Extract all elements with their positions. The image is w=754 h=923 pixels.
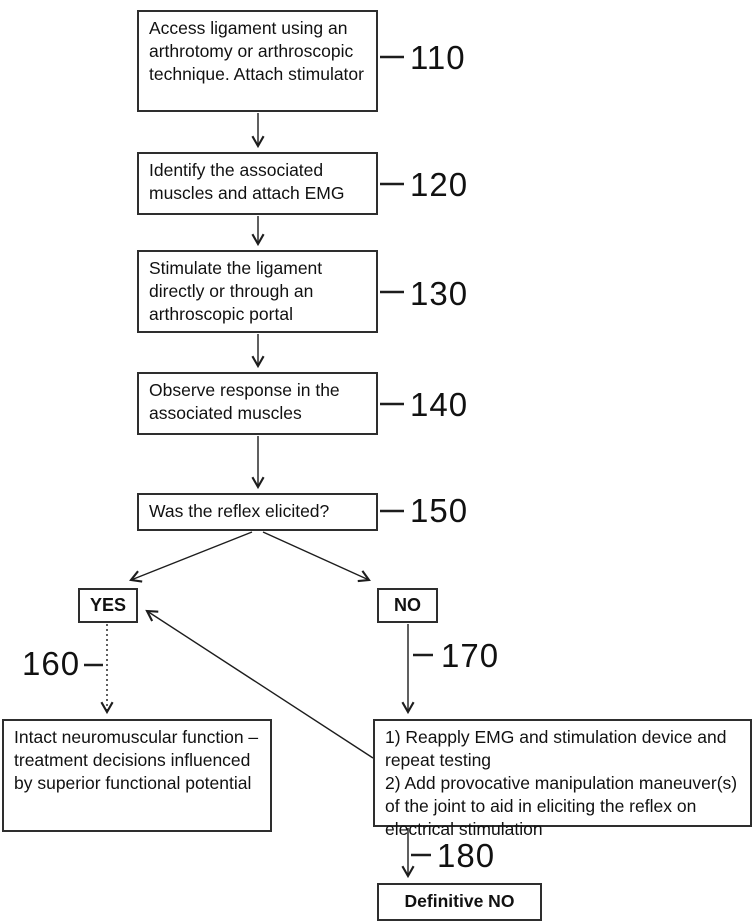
retry-box-reapply-emg: 1) Reapply EMG and stimulation device and repeat testing 2) Add provocative manipulation maneuver(s) of the joint to aid in eliciting the reflex on electrical stimulation [373,719,752,827]
yes-box: YES [78,588,138,623]
ref-label-150: 150 [410,492,469,529]
ref-label-130: 130 [410,275,469,312]
step-box-observe-response: Observe response in the associated muscles [137,372,378,435]
outcome-box-definitive-no: Definitive NO [377,883,542,921]
ref-label-160: 160 [22,645,81,682]
ref-label-180: 180 [437,837,496,874]
ref-label-170: 170 [441,637,500,674]
arrow-150-yes [131,532,252,580]
arrow-150-no [263,532,369,580]
ref-label-140: 140 [410,386,469,423]
ref-label-120: 120 [410,166,469,203]
decision-box-reflex-elicited: Was the reflex elicited? [137,493,378,531]
step-box-stimulate-ligament: Stimulate the ligament directly or through an arthroscopic portal [137,250,378,333]
ref-label-110: 110 [410,39,466,76]
no-box: NO [377,588,438,623]
step-box-identify-muscles: Identify the associated muscles and attach EMG [137,152,378,215]
step-box-access-ligament: Access ligament using an arthrotomy or arthroscopic technique. Attach stimulator [137,10,378,112]
outcome-box-intact-function: Intact neuromuscular function – treatment decisions influenced by superior functional potential [2,719,272,832]
